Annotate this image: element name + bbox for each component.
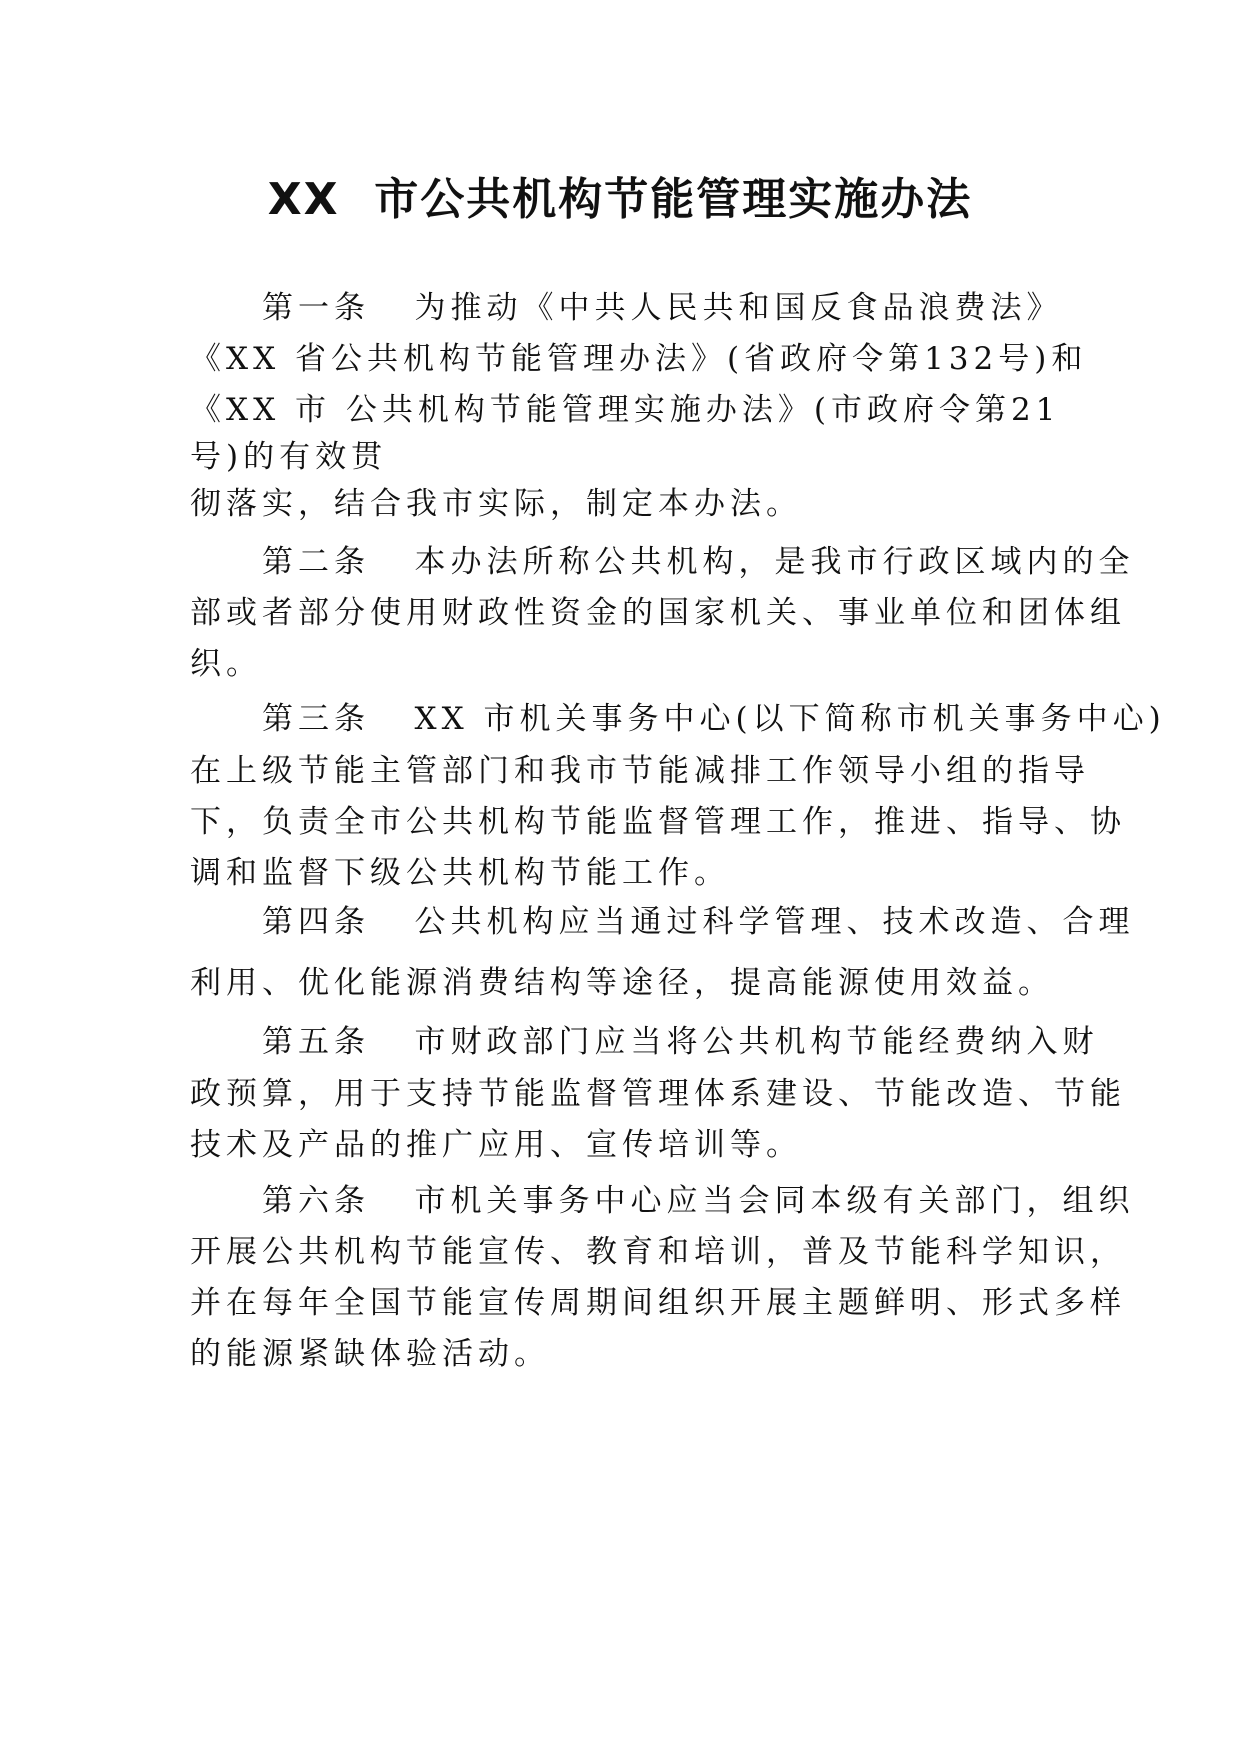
document-title: XX 市公共机构节能管理实施办法 <box>267 174 973 225</box>
article-6-line-1: 第六条 市机关事务中心应当会同本级有关部门，组织 <box>262 1183 1135 1219</box>
article-1-line-1: 第一条 为推动《中共人民共和国反食品浪费法》 <box>262 290 1063 326</box>
article-1-line-4: 号)的有效贯 <box>190 439 388 475</box>
article-1-line-3: 《XX 市 公共机构节能管理实施办法》(市政府令第21 <box>190 392 1061 428</box>
article-2-line-1: 第二条 本办法所称公共机构，是我市行政区域内的全 <box>262 544 1135 580</box>
article-2-line-2: 部或者部分使用财政性资金的国家机关、事业单位和团体组 <box>190 595 1126 631</box>
article-5-line-3: 技术及产品的推广应用、宣传培训等。 <box>190 1127 802 1163</box>
article-4-line-1: 第四条 公共机构应当通过科学管理、技术改造、合理 <box>262 904 1135 940</box>
article-3-line-3: 下，负责全市公共机构节能监督管理工作，推进、指导、协 <box>190 804 1126 840</box>
article-5-line-1: 第五条 市财政部门应当将公共机构节能经费纳入财 <box>262 1024 1099 1060</box>
article-6-line-2: 开展公共机构节能宣传、教育和培训，普及节能科学知识， <box>190 1234 1126 1270</box>
article-3-line-4: 调和监督下级公共机构节能工作。 <box>190 855 730 891</box>
article-2-line-3: 织。 <box>190 646 262 682</box>
article-1-line-5: 彻落实，结合我市实际，制定本办法。 <box>190 486 802 522</box>
article-5-line-2: 政预算，用于支持节能监督管理体系建设、节能改造、节能 <box>190 1076 1126 1112</box>
article-1-line-2: 《XX 省公共机构节能管理办法》(省政府令第132号)和 <box>190 341 1088 377</box>
article-3-line-1: 第三条 XX 市机关事务中心(以下简称市机关事务中心) <box>262 701 1166 737</box>
article-6-line-4: 的能源紧缺体验活动。 <box>190 1336 550 1372</box>
article-4-line-2: 利用、优化能源消费结构等途径，提高能源使用效益。 <box>190 965 1054 1001</box>
article-6-line-3: 并在每年全国节能宣传周期间组织开展主题鲜明、形式多样 <box>190 1285 1126 1321</box>
article-3-line-2: 在上级节能主管部门和我市节能减排工作领导小组的指导 <box>190 753 1090 789</box>
